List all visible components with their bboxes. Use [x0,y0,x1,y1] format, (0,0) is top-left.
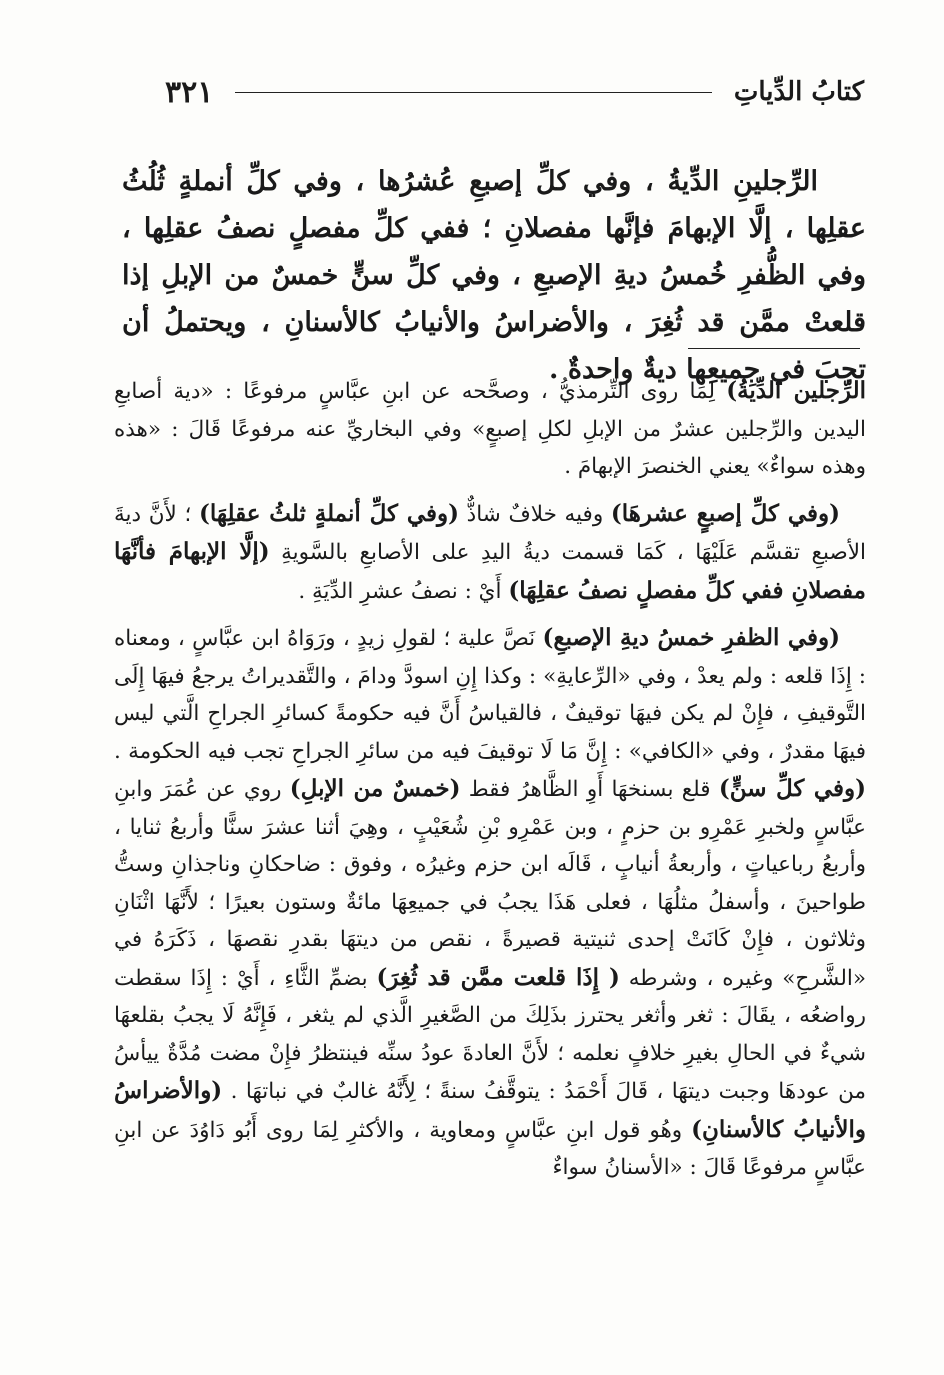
commentary-paragraph [114,372,866,486]
quoted-main-text: ( إِذَا قلعت ممَّن قد ثُغِرَ) [376,963,620,991]
commentary-paragraph [114,619,866,1187]
page-number: ٣٢١ [165,74,214,110]
footnote-separator [688,348,860,349]
commentary-text: لِمَا روى التِّرمذيُّ ، وصحَّحه عن ابنِ عبَّاسٍ مرفوعًا : «دية أصابعِ اليدين والرِّجلين عشرٌ من الإبلِ لكلِ إصبعٍ» وفي البخاريِّ عنه مرفوعًا قَالَ : «هذه وهذه سواءٌ» يعني الخنصرَ الإبهامَ . [114,379,866,479]
main-text-paragraph: الرِّجلينِ الدِّيةُ ، وفي كلِّ إصبعِ عُشرُها ، وفي كلِّ أنملةٍ ثُلُثُ عقلِها ، إلَّا الإبهامَ فإنَّها مفصلانِ ؛ ففي كلِّ مفصلٍ نصفُ عقلِها ، وفي الظُّفرِ خُمسُ ديةِ الإصبعِ ، وفي كلِّ سنٍّ خمسٌ من الإبلِ إذا قلعتْ ممَّن قد ثُغِرَ ، والأضراسُ والأنيابُ كالأسنانِ ، ويحتملُ أن تجبَ في جميعِها ديةٌ واحدةٌ . [122,166,866,385]
commentary-text: وفيه خلافٌ شاذٌّ [458,501,611,527]
quoted-main-text: (وفي كلِّ إصبعٍ عشرهَا) [610,499,840,527]
commentary-text: ؛ لأَنَّ ديةَ الأصبعِ تقسَّم عَلَيْهَا ، كَمَا قسمت ديةُ اليدِ على الأصابعِ بالسَّويةِ [114,501,866,565]
commentary-text: روي عن عُمَرَ وابنِ عبَّاسٍ ولخبرِ عَمْرِو بن حزمٍ ، وبن عَمْرِو بْنِ شُعَيْبٍ ، وهِيَ أثنا عشرَ سنًّا وأربعُ ثنايا ، وأربعُ رباعياتٍ ، وأربعةُ أنيابٍ ، قَالَه ابن حزم وغيرُه ، وفوق : ضاحكانِ وناجذانِ وستُّ طواحينَ ، وأسفلُ مثلُهَا ، فعلى هَذَا يجبُ في جميعِهَا مائةٌ وستون بعيرًا ؛ لأَنَّهَا اثْنَانِ وثلاثون ، فإِنْ كَانَتْ إحدى ثنيتية قصيرةً ، نقص من ديتهَا بقدرِ نقصهَا ، ذَكَرَهُ في «الشَّرحِ» وغيره ، وشرطه [114,777,867,991]
quoted-main-text: (خمسٌ من الإبلِ) [289,775,461,802]
commentary [114,372,866,1196]
quoted-main-text: (إلَّا الإبهامَ فأنَّهَا مفصلانِ ففي كلِّ مفصلٍ نصفُ عقلِهَا) [114,538,866,604]
quoted-main-text: (وفي كلِّ سنٍّ) [718,775,866,802]
quoted-main-text: (وفي الظفرِ خمسُ ديةِ الإصبعِ) [542,624,840,651]
page-header [165,72,864,112]
commentary-text: وهُو قول ابنِ عبَّاسٍ ومعاوية ، والأكثرِ لِمَا روى أَبُو دَاوُدَ عن ابنِ عبَّاسٍ مرفوعًا قَالَ : «الأسنانُ سواءٌ [114,1117,866,1180]
header-rule [235,92,712,93]
commentary-text: أَيْ : نصفُ عشرِ الدِّيَةِ . [298,578,509,604]
quoted-main-text: الرِّجلين الدِّيَةُ) [726,377,867,404]
commentary-text: نَصَّ علية ؛ لقولِ زيدٍ ، ورَوَاهُ ابن عبَّاسٍ ، ومعناه : إِذَا قلعه : ولم يعدْ ، وفي «الرِّعايةِ» : وكذا إِنِ اسودَّ ودامَ ، والتَّقديراتُ يرجعُ فيهَا إِلَى التَّوقيفِ ، فإِنْ لم يكن فيهَا توقيفٌ ، فالقياسُ أَنَّ فيه حكومةً كسائرِ الجراحِ الَّتي ليس فيهَا مقدرٌ ، وفي «الكافي» : إِنَّ مَا لَا توقيفَ فيه من سائرِ الجراحِ تجب فيه الحكومة . [114,626,866,764]
running-title: كتابُ الدِّياتِ [733,77,864,107]
quoted-main-text: (والأضراسُ والأنيابُ كالأسنانِ) [114,1077,866,1143]
commentary-text: قلع بسنخهَا أَوِ الظَّاهرُ فقط [460,777,719,802]
quoted-main-text: (وفي كلِّ أنملةٍ ثلثُ عقلِهَا) [198,499,459,527]
commentary-paragraph [114,495,866,611]
main-text [122,158,866,393]
commentary-text: بضمِّ الثَّاءِ ، أَيْ : إِذَا سقطت رواضعُه ، يقَالَ : ثغر وأثغر يحترز بذَلِكَ من الصَّغيرِ الَّذي لم يثغر ، فَإِنَّهُ لَا يجبُ بقلعهَا شيءٌ في الحالِ بغيرِ خلافٍ نعلمه ؛ لأَنَّ العادةَ عودُ سنِّه فينتظرُ فإِنْ مضت مُدَّةٌ ييأسُ من عودهَا وجبت ديتهَا ، قَالَ أَحْمَدُ : يتوقَّفُ سنةً ؛ لِأَنَّهُ غالبٌ في نباتهَا . [114,965,866,1104]
